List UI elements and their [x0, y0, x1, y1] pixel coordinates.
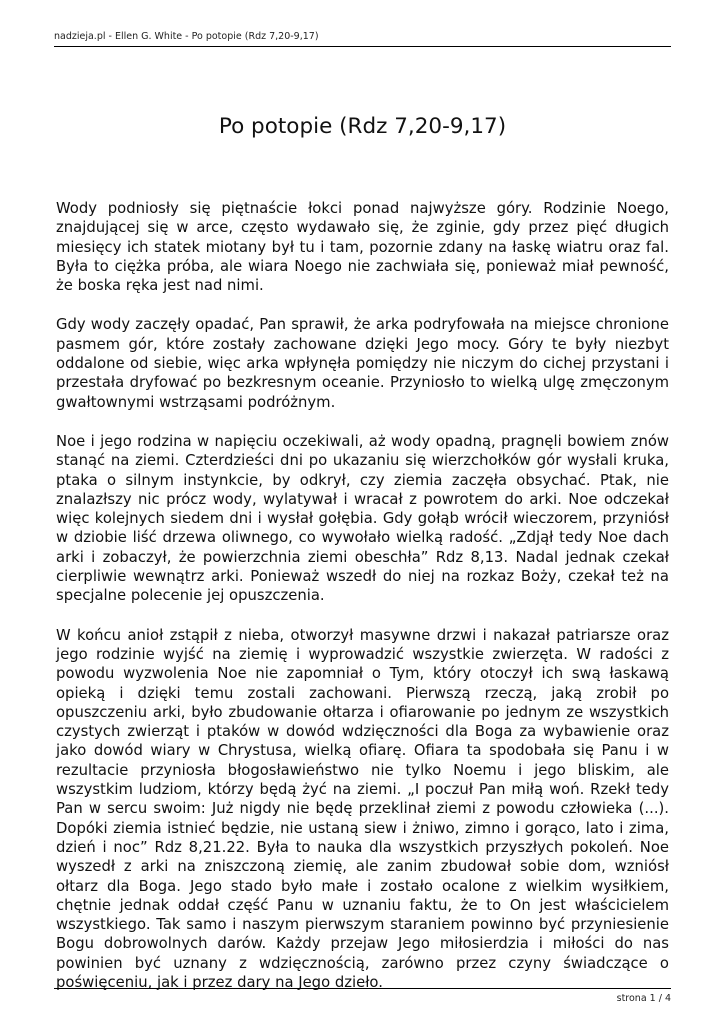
- header-divider: [54, 46, 671, 47]
- document-title: Po potopie (Rdz 7,20-9,17): [218, 114, 507, 139]
- document-body: [56, 199, 669, 1012]
- paragraph-1: Wody podniosły się piętnaście łokci ponad najwyższe góry. Rodzinie Noego, znajdującej się w arce, często wydawało się, że zginie, gdy przez pięć długich miesięcy ich statek miotany był tu i tam, pozornie zdany na łaskę wiatru oraz fal. Była to ciężka próba, ale wiara Noego nie zachwiała się, ponieważ miał pewność, że boska ręka jest nad nimi.: [56, 200, 669, 295]
- footer-divider: [54, 988, 671, 989]
- paragraph-4: W końcu anioł zstąpił z nieba, otworzył masywne drzwi i nakazał patriarsze oraz jego rodzinie wyjść na ziemię i wyprowadzić wszystkie zwierzęta. W radości z powodu wyzwolenia Noe nie zapomniał o Tym, który otoczył ich swą łaskawą opieką i dzięki temu zostali zachowani. Pierwszą rzeczą, jaką zrobił po opuszczeniu arki, było zbudowanie ołtarza i ofiarowanie po jednym ze wszystkich czystych zwierząt i ptaków w dowód wdzięczności dla Boga za wybawienie oraz jako dowód wiary w Chrystusa, wielką ofiarę. Ofiara ta spodobała się Panu i w rezultacie przyniosła błogosławieństwo nie tylko Noemu i jego bliskim, ale wszystkim ludziom, którzy będą żyć na ziemi. „I poczuł Pan miłą woń. Rzekł tedy Pan w sercu swoim: Już nigdy nie będę przeklinał ziemi z powodu człowieka (...). Dopóki ziemia istnieć będzie, nie ustaną siew i żniwo, zimno i gorąco, lato i zima, dzień i noc” Rdz 8,21.22. Była to nauka dla wszystkich przyszłych pokoleń. Noe wyszedł z arki na zniszczoną ziemię, ale zanim zbudował sobie dom, wzniósł ołtarz dla Boga. Jego stado było małe i zostało ocalone z wielkim wysiłkiem, chętnie jednak oddał część Panu w uznaniu faktu, że to On jest właścicielem wszystkiego. Tak samo i naszym pierwszym staraniem powinno być przyniesienie Bogu dobrowolnych darów. Każdy przejaw Jego miłosierdzia i miłości do nas powinien być uznany z wdzięcznością, zarówno przez czyny świadczące o poświęceniu, jak i przez dary na Jego dzieło.: [56, 626, 669, 991]
- page-number: strona 1 / 4: [616, 993, 671, 1004]
- paragraph-3: Noe i jego rodzina w napięciu oczekiwali, aż wody opadną, pragnęli bowiem znów stanąć na ziemi. Czterdzieści dni po ukazaniu się wierzchołków gór wysłali kruka, ptaka o silnym instynkcie, by odkrył, czy ziemia zaczęła obsychać. Ptak, nie znalazłszy nic prócz wody, wylatywał i wracał z powrotem do arki. Noe odczekał więc kolejnych siedem dni i wysłał gołębia. Gdy gołąb wrócił wieczorem, przyniósł w dziobie liść drzewa oliwnego, co wywołało wielką radość. „Zdjął tedy Noe dach arki i zobaczył, że powierzchnia ziemi obeschła” Rdz 8,13. Nadal jednak czekał cierpliwie wewnątrz arki. Ponieważ wszedł do niej na rozkaz Boży, czekał też na specjalne polecenie jej opuszczenia.: [56, 432, 669, 605]
- paragraph-2: Gdy wody zaczęły opadać, Pan sprawił, że arka podryfowała na miejsce chronione pasmem gór, które zostały zachowane dzięki Jego mocy. Góry te były niezbyt oddalone od siebie, więc arka wpłynęła pomiędzy nie niczym do cichej przystani i przestała dryfować po bezkresnym oceanie. Przyniosło to wielką ulgę zmęczonym gwałtownymi wstrząsami podróżnym.: [56, 316, 669, 411]
- page-header: nadzieja.pl - Ellen G. White - Po potopie (Rdz 7,20-9,17): [54, 31, 319, 42]
